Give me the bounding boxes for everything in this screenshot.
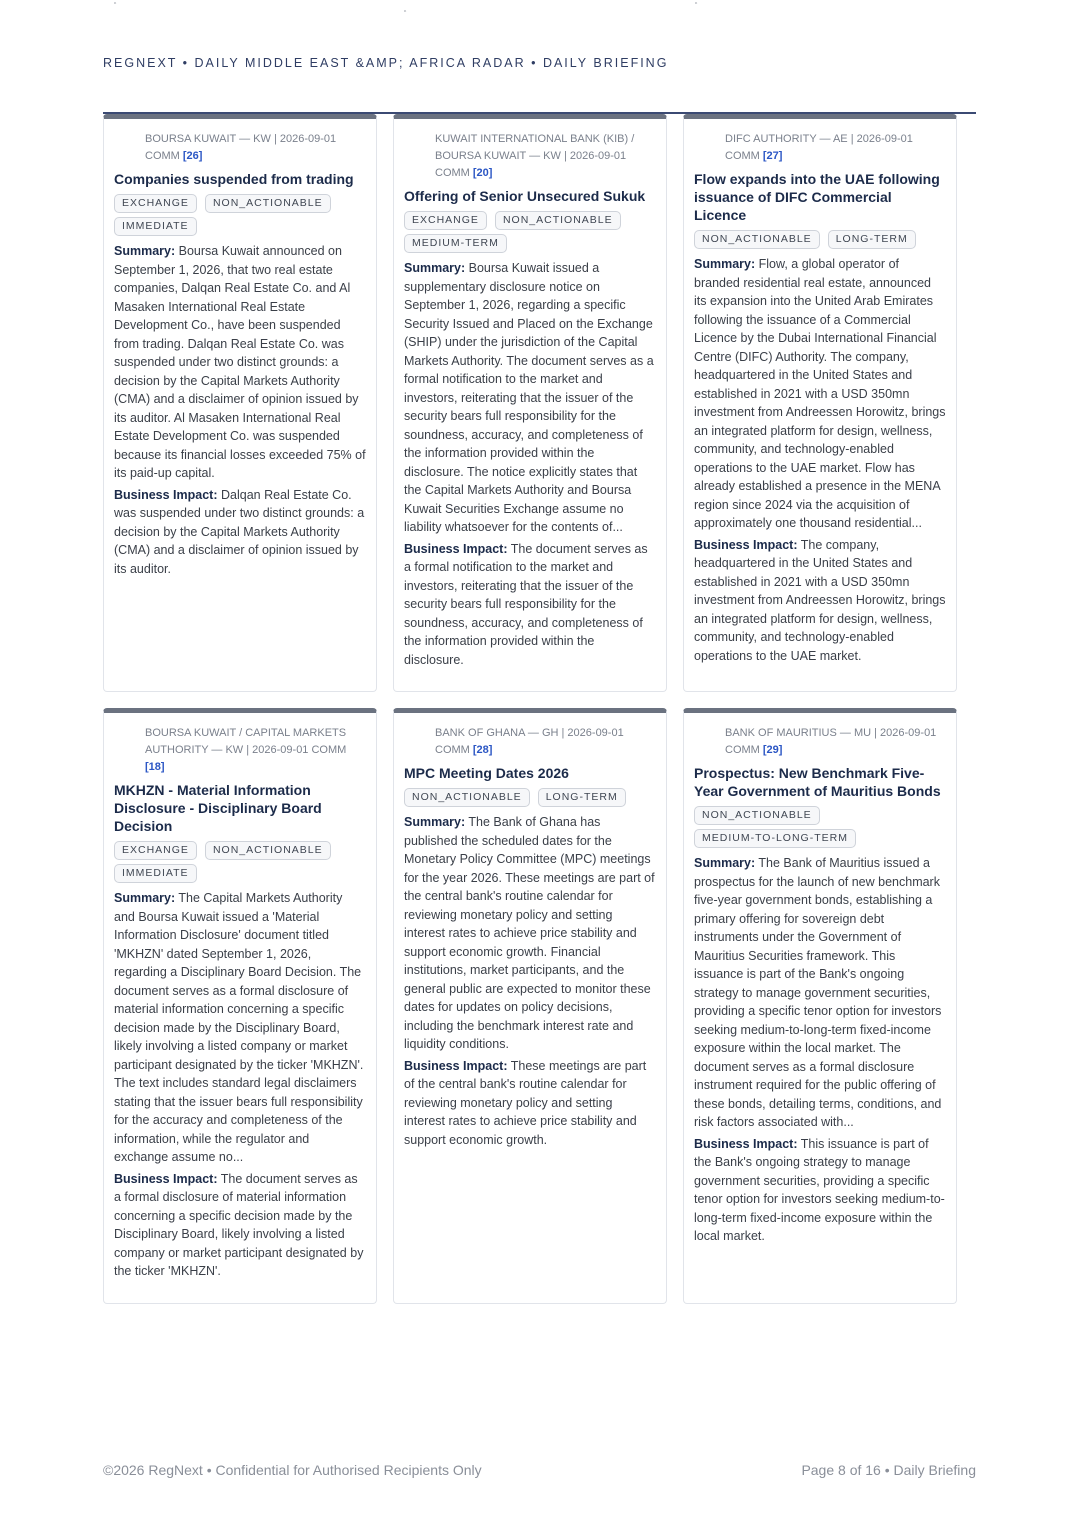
tag-badge: LONG-TERM (828, 230, 916, 249)
news-card[interactable] (103, 114, 377, 692)
card-source: BANK OF GHANA — GH | 2026-09-01 COMM (435, 727, 624, 756)
card-impact (694, 536, 946, 666)
card-row (103, 114, 963, 692)
impact-text: This issuance is part of the Bank's ongoing strategy to manage government securities, providing a specific tenor option for investors seeking medium-to-long-term fixed-income exposure within the local market. (694, 1136, 945, 1243)
card-ref[interactable]: [20] (472, 167, 493, 179)
card-impact (694, 1135, 946, 1246)
card-ref[interactable]: [28] (472, 744, 493, 756)
stray-mark: “ (404, 10, 407, 17)
card-title[interactable]: Flow expands into the UAE following issuance of DIFC Commercial Licence (694, 171, 940, 223)
card-impact (404, 1057, 656, 1150)
stray-mark: “ (695, 2, 698, 9)
card-title[interactable]: Prospectus: New Benchmark Five-Year Government of Mauritius Bonds (694, 765, 941, 799)
card-tags (404, 788, 656, 807)
summary-text: Boursa Kuwait announced on September 1, 2026, that two real estate companies, Dalqan Real Estate Co. and Al Masaken International Real Estate Development Co., have been suspended from trading. Dalqan Real Estate Co. was suspended under two distinct grounds: a decision by the Capital Markets Authority (CMA) and a disclaimer of opinion issued by its auditor. Al Masaken International Real Estate Development Co. was suspended because its financial losses exceeded 75% of its paid-up capital. (114, 244, 366, 480)
news-card[interactable] (393, 114, 667, 692)
card-impact (114, 486, 366, 579)
card-source: BANK OF MAURITIUS — MU | 2026-09-01 COMM (725, 727, 937, 756)
card-title[interactable]: Companies suspended from trading (114, 171, 354, 187)
card-summary (694, 255, 946, 533)
footer-page-number: Page 8 of 16 • Daily Briefing (801, 1462, 976, 1478)
footer-copyright: ©2026 RegNext • Confidential for Authorised Recipients Only (103, 1462, 482, 1478)
tag-badge: NON_ACTIONABLE (694, 230, 820, 249)
impact-text: These meetings are part of the central bank's routine calendar for reviewing monetary policy and setting interest rates to achieve price stability and support economic growth. (404, 1058, 647, 1147)
card-tags (114, 841, 366, 883)
tag-badge: NON_ACTIONABLE (205, 194, 331, 213)
tag-badge: MEDIUM-TO-LONG-TERM (694, 829, 856, 848)
card-title[interactable]: MPC Meeting Dates 2026 (404, 765, 569, 781)
card-tags (694, 806, 946, 848)
card-meta (114, 131, 366, 165)
summary-text: The Bank of Mauritius issued a prospectus for the launch of new benchmark five-year government bonds, establishing a primary offering for sovereign debt instruments under the Government of Mauritius Securities framework. This issuance is part of the Bank's ongoing strategy to manage government securities, providing a specific tenor option for investors seeking medium-to-long-term fixed-income exposure within the local market. The document serves as a formal disclosure instrument required for the public offering of these bonds, detailing terms, conditions, and risk factors associated with... (694, 856, 942, 1129)
card-row (103, 708, 963, 1304)
impact-label: Business Impact: (114, 1171, 218, 1186)
card-grid (103, 114, 963, 1320)
tag-badge: NON_ACTIONABLE (495, 211, 621, 230)
summary-label: Summary: (114, 891, 176, 905)
card-tags (694, 230, 946, 249)
summary-text: The Bank of Ghana has published the scheduled dates for the Monetary Policy Committee (MPC) meetings for the year 2026. These meetings are part of the central bank's routine calendar for reviewing monetary policy and setting interest rates to achieve price stability and support economic growth. Financial institutions, market participants, and the general public are expected to monitor these dates for updates on policy decisions, including the benchmark interest rate and liquidity conditions. (404, 815, 655, 1051)
card-ref[interactable]: [29] (762, 744, 783, 756)
card-meta (404, 131, 656, 182)
tag-badge: LONG-TERM (538, 788, 626, 807)
news-card[interactable] (103, 708, 377, 1304)
card-source: KUWAIT INTERNATIONAL BANK (KIB) / BOURSA KUWAIT — KW | 2026-09-01 COMM (435, 133, 635, 179)
impact-text: The document serves as a formal notification to the market and investors, reiterating that the issuer of the security bears full responsibility for the soundness, accuracy, and completeness of the information provided within the disclosure. (404, 541, 648, 667)
news-card[interactable] (393, 708, 667, 1304)
impact-label: Business Impact: (694, 537, 798, 552)
summary-label: Summary: (114, 244, 176, 258)
card-source: DIFC AUTHORITY — AE | 2026-09-01 COMM (725, 133, 913, 162)
summary-text: Boursa Kuwait issued a supplementary disclosure notice on September 1, 2026, regarding a specific Security Issued and Placed on the Exchange (SHIP) under the jurisdiction of the Capital Markets Authority. The document serves as a formal notification to the market and investors, reiterating that the issuer of the security bears full responsibility for the soundness, accuracy, and completeness of the information provided within the disclosure. The notice explicitly states that the Capital Markets Authority and Boursa Kuwait Securities Exchange assume no liability whatsoever for the contents of... (404, 261, 654, 534)
card-ref[interactable]: [26] (182, 150, 203, 162)
card-title[interactable]: MKHZN - Material Information Disclosure - Disciplinary Board Decision (114, 782, 322, 834)
card-meta (694, 131, 946, 165)
tag-badge: MEDIUM-TERM (404, 234, 507, 253)
stray-mark: “ (114, 2, 117, 9)
tag-badge: EXCHANGE (114, 194, 197, 213)
impact-label: Business Impact: (404, 1058, 508, 1073)
summary-label: Summary: (404, 815, 466, 829)
card-source: BOURSA KUWAIT — KW | 2026-09-01 COMM (145, 133, 337, 162)
news-card[interactable] (683, 114, 957, 692)
summary-text: Flow, a global operator of branded residential real estate, announced its expansion into the United Arab Emirates following the issuance of a Commercial Licence by the Dubai International Financial Centre (DIFC) Authority. The company, headquartered in the United States and established in 2021 with a USD 350mn investment from Andreessen Horowitz, brings an integrated platform for design, wellness, community, and technology-enabled operations to the UAE market. Flow has already established a presence in the MENA region since 2024 via the acquisition of approximately one thousand residential... (694, 257, 946, 530)
card-ref[interactable]: [27] (762, 150, 783, 162)
card-summary (694, 854, 946, 1132)
impact-label: Business Impact: (404, 541, 508, 556)
tag-badge: EXCHANGE (114, 841, 197, 860)
tag-badge: IMMEDIATE (114, 217, 197, 236)
impact-text: The document serves as a formal disclosure of material information concerning a specific decision made by the Disciplinary Board, likely involving a listed company or market participant designated by the ticker 'MKHZN'. (114, 1171, 364, 1278)
tag-badge: IMMEDIATE (114, 864, 197, 883)
card-summary (114, 242, 366, 483)
card-summary (404, 259, 656, 537)
summary-label: Summary: (694, 856, 756, 870)
card-tags (114, 194, 366, 236)
summary-label: Summary: (404, 261, 466, 275)
news-card[interactable] (683, 708, 957, 1304)
tag-badge: NON_ACTIONABLE (694, 806, 820, 825)
card-impact (404, 540, 656, 670)
impact-label: Business Impact: (114, 487, 218, 502)
impact-label: Business Impact: (694, 1136, 798, 1151)
summary-text: The Capital Markets Authority and Boursa Kuwait issued a 'Material Information Disclosure' document titled 'MKHZN' dated September 1, 2026, regarding a Disciplinary Board Decision. The document serves as a formal disclosure of material information concerning a specific decision made by the Disciplinary Board, likely involving a listed company or market participant designated by the ticker 'MKHZN'. The text includes standard legal disclaimers stating that the issuer bears full responsibility for the accuracy and completeness of the information, while the regulator and exchange assume no... (114, 891, 364, 1164)
page-header: REGNEXT • DAILY MIDDLE EAST &AMP; AFRICA RADAR • DAILY BRIEFING (103, 56, 669, 70)
card-meta (114, 725, 366, 776)
tag-badge: NON_ACTIONABLE (404, 788, 530, 807)
card-tags (404, 211, 656, 253)
tag-badge: EXCHANGE (404, 211, 487, 230)
card-summary (114, 889, 366, 1167)
card-summary (404, 813, 656, 1054)
impact-text: Dalqan Real Estate Co. was suspended under two distinct grounds: a decision by the Capital Markets Authority (CMA) and a disclaimer of opinion issued by its auditor. (114, 487, 365, 576)
tag-badge: NON_ACTIONABLE (205, 841, 331, 860)
impact-text: The company, headquartered in the United States and established in 2021 with a USD 350mn investment from Andreessen Horowitz, brings an integrated platform for design, wellness, community, and technology-enabled operations to the UAE market. (694, 537, 946, 663)
card-meta (404, 725, 656, 759)
card-title[interactable]: Offering of Senior Unsecured Sukuk (404, 188, 646, 204)
card-source: BOURSA KUWAIT / CAPITAL MARKETS AUTHORITY — KW | 2026-09-01 COMM (145, 727, 347, 756)
card-impact (114, 1170, 366, 1281)
card-meta (694, 725, 946, 759)
card-ref[interactable]: [18] (145, 761, 165, 773)
summary-label: Summary: (694, 257, 756, 271)
